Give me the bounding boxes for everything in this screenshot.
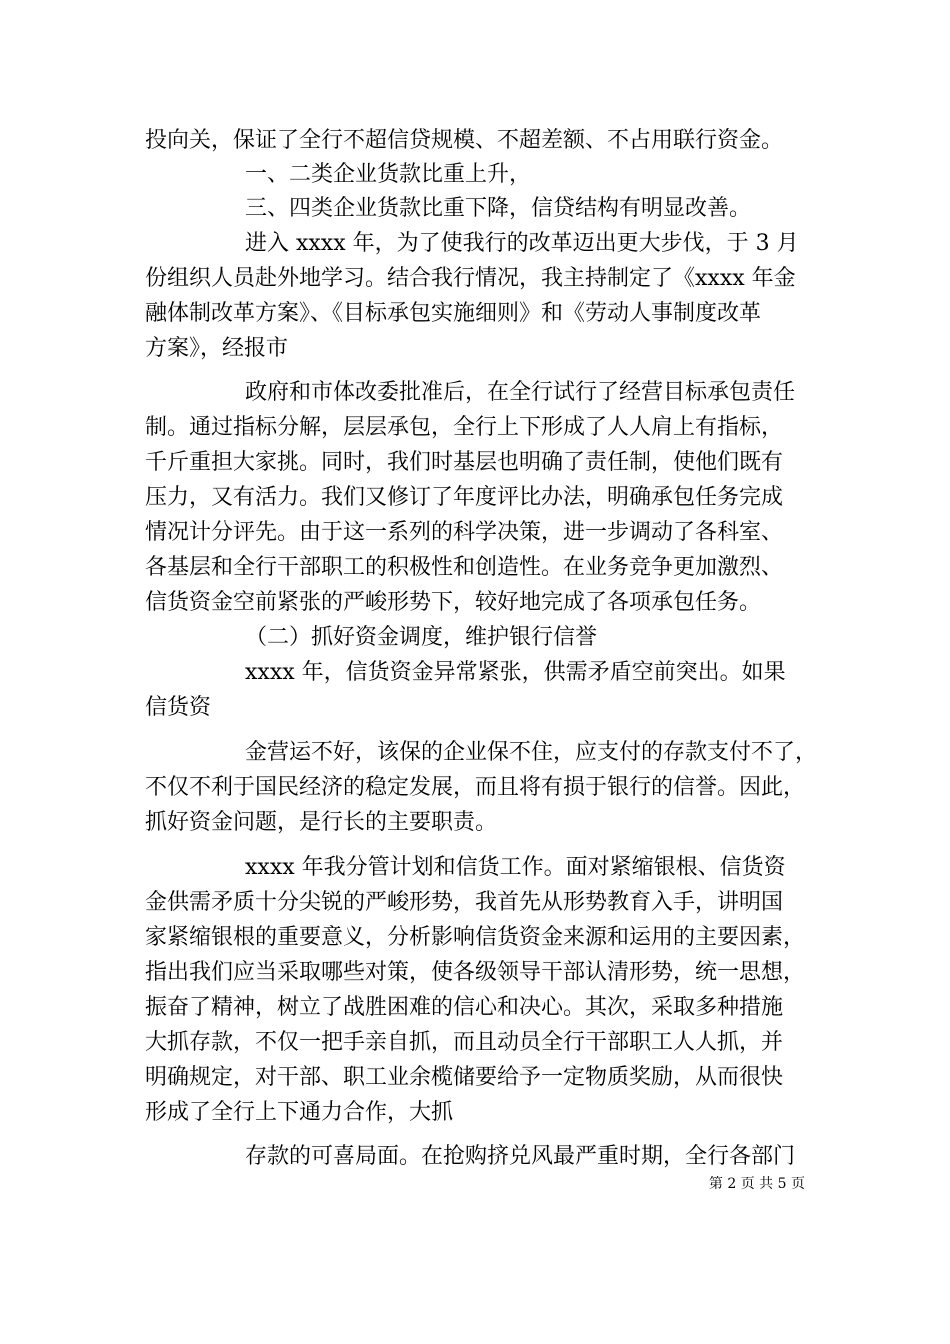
text-line-29: 存款的可喜局面。在抢购挤兑风最严重时期，全行各部门 xyxy=(245,1144,796,1169)
text-line-18: 金营运不好，该保的企业保不住，应支付的存款支付不了， xyxy=(245,740,818,765)
text-line-25: 振奋了精神，树立了战胜困难的信心和决心。其次，采取多种措施 xyxy=(145,995,784,1020)
page-number: 第 2 页 共 5 页 xyxy=(708,1176,805,1192)
text-line-1: 投向关，保证了全行不超信贷规模、不超差额、不占用联行资金。 xyxy=(145,128,784,153)
text-line-13: 各基层和全行干部职工的积极性和创造性。在业务竞争更加激烈、 xyxy=(145,555,784,580)
text-line-8: 政府和市体改委批准后，在全行试行了经营目标承包责任 xyxy=(245,380,796,405)
text-line-21: xxxx 年我分管计划和信货工作。面对紧缩银根、信货资 xyxy=(245,855,786,880)
section-heading: （二）抓好资金调度，维护银行信誉 xyxy=(245,625,598,650)
text-line-28: 形成了全行上下通力合作，大抓 xyxy=(145,1100,454,1125)
text-line-26: 大抓存款，不仅一把手亲自抓，而且动员全行干部职工人人抓，并 xyxy=(145,1030,784,1055)
text-line-4: 进入 xxxx 年，为了使我行的改革迈出更大步伐，于 3 月 xyxy=(245,231,799,256)
text-line-2: 一、二类企业货款比重上升， xyxy=(245,162,532,187)
text-line-24: 指出我们应当采取哪些对策，使各级领导干部认清形势，统一思想， xyxy=(145,960,806,985)
text-line-7: 方案》，经报市 xyxy=(145,336,289,361)
text-line-16: xxxx 年，信货资金异常紧张，供需矛盾空前突出。如果 xyxy=(245,660,786,685)
text-line-9: 制。通过指标分解，层层承包，全行上下形成了人人肩上有指标， xyxy=(145,415,784,440)
text-line-6: 融体制改革方案》、《目标承包实施细则》和《劳动人事制度改革 xyxy=(145,301,762,326)
text-line-20: 抓好资金问题，是行长的主要职责。 xyxy=(145,810,498,835)
text-line-10: 千斤重担大家挑。同时，我们时基层也明确了责任制，使他们既有 xyxy=(145,450,784,475)
text-line-12: 情况计分评先。由于这一系列的科学决策，进一步调动了各科室、 xyxy=(145,520,784,545)
text-line-23: 家紧缩银根的重要意义，分析影响信货资金来源和运用的主要因素， xyxy=(145,925,806,950)
text-line-17: 信货资 xyxy=(145,695,212,720)
text-line-22: 金供需矛质十分尖锐的严峻形势，我首先从形势教育入手，讲明国 xyxy=(145,890,784,915)
text-line-19: 不仅不利于国民经济的稳定发展，而且将有损于银行的信誉。因此， xyxy=(145,775,806,800)
text-line-3: 三、四类企业货款比重下降，信贷结构有明显改善。 xyxy=(245,196,752,221)
text-line-11: 压力，又有活力。我们又修订了年度评比办法，明确承包任务完成 xyxy=(145,485,784,510)
text-line-27: 明确规定，对干部、职工业余榄储要给予一定物质奖励，从而很快 xyxy=(145,1065,784,1090)
text-line-14: 信货资金空前紧张的严峻形势下，较好地完成了各项承包任务。 xyxy=(145,590,762,615)
text-line-5: 份组织人员赴外地学习。结合我行情况，我主持制定了《xxxx 年金 xyxy=(145,266,796,291)
